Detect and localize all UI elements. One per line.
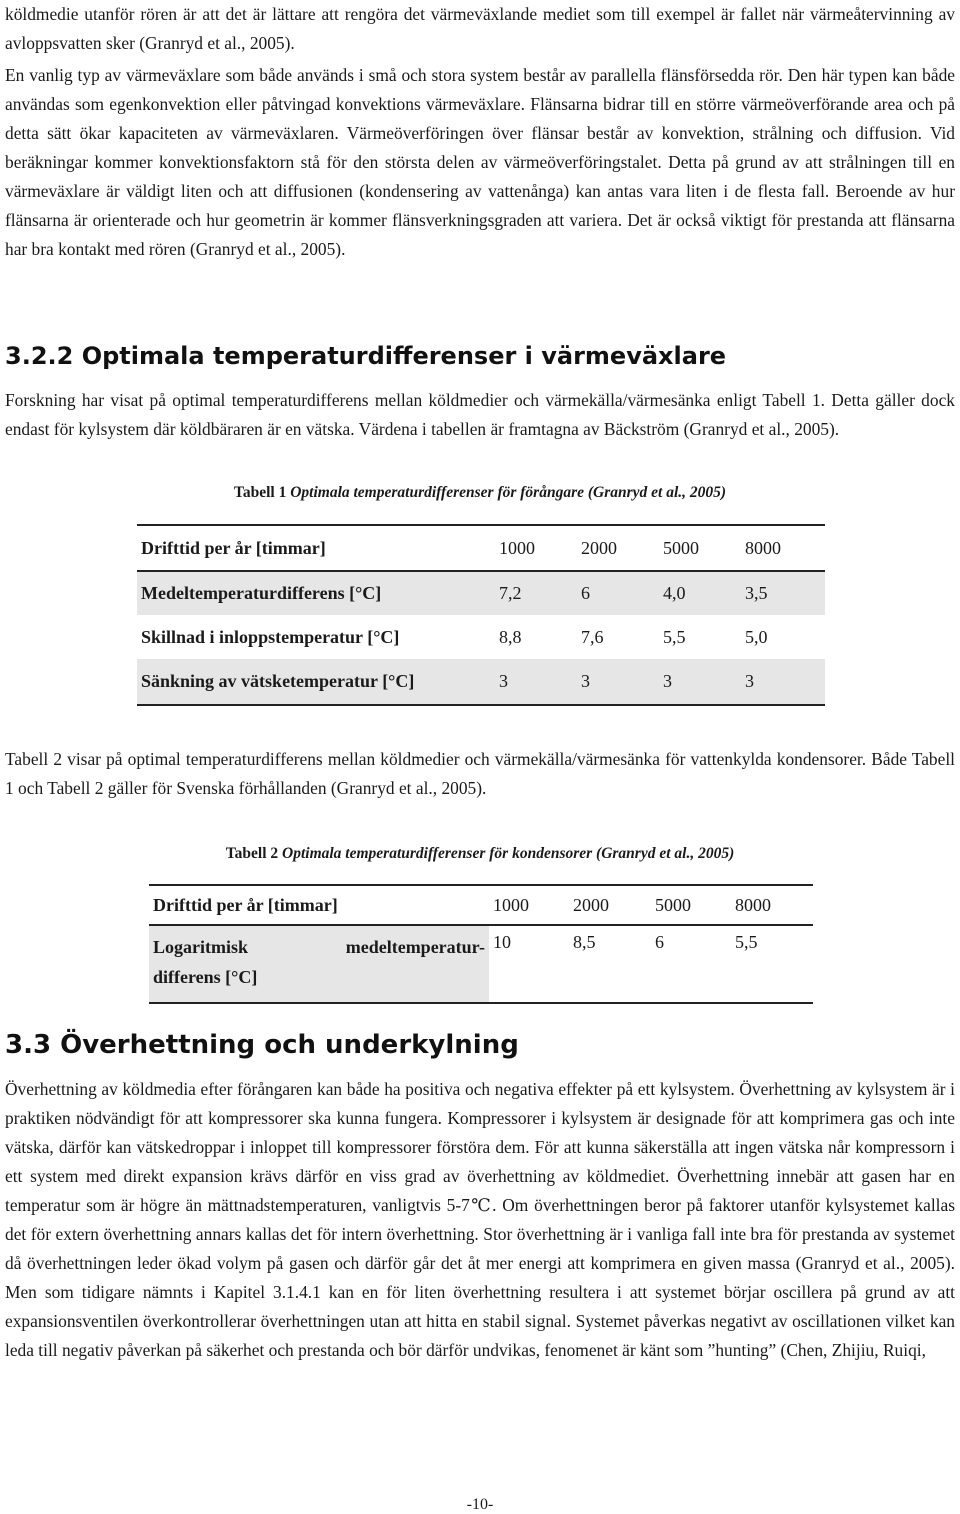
table-2-cell: 5,5 — [735, 932, 758, 952]
table-1-cell: 5,5 — [663, 626, 686, 647]
table-2-caption — [0, 845, 960, 863]
table-2-year-4: 8000 — [735, 894, 771, 915]
table-1-caption-title: Optimala temperaturdifferenser för förångare (Granryd et al., 2005) — [290, 484, 727, 501]
paragraph-superheating: Överhettning av köldmedia efter förångaren kan både ha positiva och negativa effekter på ett kylsystem. Överhettning av kylsystem är i praktiken nödvändigt för att kompressorer ska kunna fungera. Kompressorer i kylsystem är designade för att komprimera gas och inte vätska, därför kan vätskedroppar i inloppet till kompressorer förstöra dem. För att kunna säkerställa att ingen vätska når kompressorn i ett system med direkt expansion krävs därför en viss grad av överhettning av köldmediet. Överhettning innebär att gasen har en temperatur som är högre än mättnadstemperaturen, vanligtvis 5-7℃. Om överhettningen beror på faktorer utanför kylsystemet kallas det för extern överhettning annars kallas det för intern överhettning. Stor överhettning är i vanliga fall inte bra för prestanda av systemet då överhettningen leder ökad volym på gasen och därför går det åt mer energi att komprimera en given massa (Granryd et al., 2005). Men som tidigare nämnts i Kapitel 3.1.4.1 kan en för liten överhettning resultera i att systemet börjar oscillera på grund av att expansionsventilen överkontrollerar överhettningen utan att hitta en stabil signal. Systemet påverkas negativt av oscillationen vilket kan leda till negativ påverkan på säkerhet och prestanda och bör därför undvikas, fenomenet är känt som ”hunting” (Chen, Zhijiu, Ruiqi, — [5, 1079, 955, 1360]
table-1-header-row — [137, 525, 825, 571]
table-2-header-row — [149, 885, 813, 925]
table-2-cell: 8,5 — [573, 932, 596, 952]
page-number: -10- — [466, 1496, 494, 1513]
table-1-caption-prefix: Tabell 1 — [233, 484, 287, 501]
table-2-year-1: 1000 — [493, 894, 529, 915]
table-1-cell: 3 — [577, 659, 659, 705]
table-2-caption-prefix: Tabell 2 — [225, 845, 279, 862]
table-1-cell: 4,0 — [659, 571, 741, 615]
table-1-cell: 3 — [659, 659, 741, 705]
table-2-row-label-line-1: Logaritmisk medeltemperatur- — [153, 937, 485, 957]
table-1-cell: 3 — [741, 659, 825, 705]
table-row — [137, 659, 825, 705]
table-row — [137, 615, 825, 659]
table-1-cell: 8,8 — [499, 626, 522, 647]
table-2 — [149, 884, 813, 1004]
table-row — [149, 925, 813, 1003]
table-1-year-3: 5000 — [663, 537, 699, 558]
table-1-header-label: Drifttid per år [timmar] — [141, 537, 326, 558]
table-2-cell: 6 — [655, 932, 664, 952]
table-1-year-4: 8000 — [745, 537, 781, 558]
table-1-cell: 6 — [577, 571, 659, 615]
table-1-cell: 7,6 — [581, 626, 604, 647]
table-1-row-label: Medeltemperaturdifferens [°C] — [137, 571, 495, 615]
table-1-year-1: 1000 — [499, 537, 535, 558]
paragraph-optimal-temperature-difference: Forskning har visat på optimal temperaturdifferens mellan köldmedier och värmekälla/värmesänka enligt Tabell 1. Detta gäller dock endast för kylsystem där köldbäraren är en vätska. Värdena i tabellen är framtagna av Bäckström (Granryd et al., 2005). — [5, 390, 955, 439]
table-2-row-label — [149, 925, 489, 1003]
table-1-cell: 3,5 — [741, 571, 825, 615]
table-1-row-label: Skillnad i inloppstemperatur [°C] — [141, 626, 400, 647]
table-1-cell: 7,2 — [495, 571, 577, 615]
table-1 — [137, 524, 825, 706]
table-row — [137, 571, 825, 615]
table-2-caption-title: Optimala temperaturdifferenser för kondensorer (Granryd et al., 2005) — [282, 845, 735, 862]
table-1-cell: 3 — [495, 659, 577, 705]
table-1-caption — [0, 484, 960, 502]
table-2-year-3: 5000 — [655, 894, 691, 915]
paragraph-fin-tube-heat-exchanger: En vanlig typ av värmeväxlare som både används i små och stora system består av parallella flänsförsedda rör. Den här typen kan både användas som egenkonvektion eller påtvingad konvektions värmeväxlare. Flänsarna bidrar till en större värmeöverförande area och på detta sätt ökar kapaciteten av värmeväxlaren. Värmeöverföringen över flänsar består av konvektion, strålning och diffusion. Vid beräkningar kommer konvektionsfaktorn stå för den största delen av värmeöverföringstalet. Detta på grund av att strålningen till en värmeväxlare är väldigt liten och att diffusionen (kondensering av vattenånga) kan antas vara liten i de flesta fall. Beroende av hur flänsarna är orienterade och hur geometrin är kommer flänsverkningsgraden att variera. Det är också viktigt för prestanda att flänsarna har bra kontakt med rören (Granryd et al., 2005). — [5, 65, 955, 259]
section-heading-3-2-2: 3.2.2 Optimala temperaturdifferenser i värmeväxlare — [5, 342, 727, 370]
table-2-cell: 10 — [493, 932, 511, 952]
table-1-row-label: Sänkning av vätsketemperatur [°C] — [137, 659, 495, 705]
table-1-cell: 5,0 — [745, 626, 768, 647]
table-2-row-label-line-2: differens [°C] — [153, 967, 258, 987]
paragraph-table-2-intro: Tabell 2 visar på optimal temperaturdifferens mellan köldmedier och värmekälla/värmesänka för vattenkylda kondensorer. Både Tabell 1 och Tabell 2 gäller för Svenska förhållanden (Granryd et al., 2005). — [5, 749, 955, 798]
paragraph-intro-continuation: köldmedie utanför rören är att det är lättare att rengöra det värmeväxlande mediet som till exempel är fallet när värmeåtervinning av avloppsvatten sker (Granryd et al., 2005). — [5, 4, 955, 53]
table-2-year-2: 2000 — [573, 894, 609, 915]
table-1-year-2: 2000 — [581, 537, 617, 558]
table-2-header-label: Drifttid per år [timmar] — [153, 894, 338, 915]
section-heading-3-3: 3.3 Överhettning och underkylning — [5, 1030, 519, 1060]
